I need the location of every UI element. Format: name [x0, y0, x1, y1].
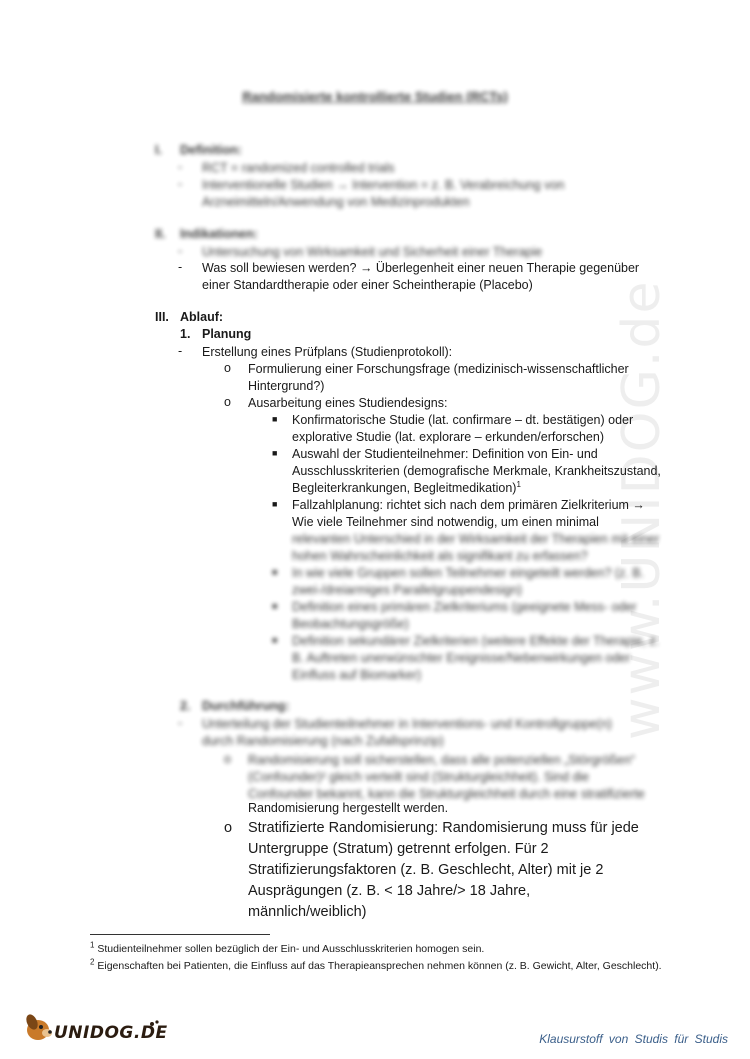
square-bullet: ■ — [272, 635, 278, 645]
section-numeral: III. — [155, 310, 169, 324]
footnote-marker: 1 — [90, 940, 95, 950]
footnote-divider — [90, 934, 270, 935]
list-item: Definition sekundärer Zielkriterien (weitere Effekte der Therapie, z. B. Auftreten unerwünschter Ereignisse/Nebenwirkungen oder Einfluss auf Biomarker) — [292, 634, 660, 682]
list-item-text: Auswahl der Studienteilnehmer: Definition von Ein- und Ausschlusskriterien (demografische Merkmale, Krankheitszustand, Begleiterkrankungen, Begleitmedikation) — [292, 447, 661, 495]
circle-bullet: o — [224, 820, 233, 836]
subsection-heading: Planung — [202, 327, 252, 341]
list-item: Unterteilung der Studienteilnehmer in Interventions- und Kontrollgruppe(n) durch Randomisierung (nach Zufallsprinzip) — [202, 717, 612, 748]
footnote-text: Eigenschaften bei Patienten, die Einfluss auf das Therapieansprechen nehmen können (z. B. Gewicht, Alter, Geschlecht). — [97, 960, 662, 972]
logo-wordmark: UNIDOG.DE — [54, 1023, 168, 1043]
dash-bullet: - — [178, 244, 183, 258]
list-item: Fallzahlplanung: richtet sich nach dem primären Zielkriterium → Wie viele Teilnehmer sind notwendig, um einen minimal — [292, 498, 645, 529]
list-item: Stratifizierte Randomisierung: Randomisierung muss für jede Untergruppe (Stratum) getrennt erfolgen. Für 2 Stratifizierungsfaktoren (z. B. Geschlecht, Alter) mit je 2 Ausprägungen (z. B. < 18 Jahre/> 18 Jahre, männlich/weiblich) — [248, 820, 639, 920]
dash-bullet: - — [178, 260, 183, 274]
list-item — [292, 446, 662, 497]
circle-bullet: o — [224, 395, 231, 409]
dash-bullet: - — [178, 344, 183, 358]
square-bullet: ■ — [272, 601, 278, 611]
square-bullet: ■ — [272, 499, 278, 509]
list-item: Ausarbeitung eines Studiendesigns: — [248, 396, 448, 410]
section-numeral: I. — [155, 143, 162, 157]
footnote-text: Studienteilnehmer sollen bezüglich der Ein- und Ausschlusskriterien homogen sein. — [97, 943, 485, 955]
square-bullet: ■ — [272, 414, 278, 424]
dash-bullet: - — [178, 160, 183, 174]
section-heading: Indikationen: — [180, 227, 258, 241]
list-item: RCT = randomized controlled trials — [202, 161, 395, 175]
dash-bullet: - — [178, 716, 183, 730]
list-item: Konfirmatorische Studie (lat. confirmare – dt. bestätigen) oder explorative Studie (lat. explorare – erkunden/erforschen) — [292, 413, 634, 444]
list-item: Definition eines primären Zielkriteriums (geeignete Mess- oder Beobachtungsgröße) — [292, 600, 637, 631]
section-heading: Definition: — [180, 143, 242, 157]
footnote — [90, 941, 690, 957]
list-item-continued: Randomisierung hergestellt werden. — [248, 801, 449, 815]
list-item: Untersuchung von Wirksamkeit und Sicherheit einer Therapie — [202, 245, 543, 259]
list-item: Formulierung einer Forschungsfrage (medizinisch-wissenschaftlicher Hintergrund?) — [248, 362, 629, 393]
dash-bullet: - — [178, 177, 183, 191]
circle-bullet: o — [224, 361, 231, 375]
list-item: Interventionelle Studien → Intervention = z. B. Verabreichung von Arzneimitteln/Anwendung von Medizinprodukten — [202, 178, 565, 209]
list-item: Erstellung eines Prüfplans (Studienprotokoll): — [202, 345, 453, 359]
square-bullet: ■ — [272, 448, 278, 458]
watermark: www.UNIDOG.de — [612, 279, 672, 740]
subsection-number: 2. — [180, 699, 191, 713]
list-item: Was soll bewiesen werden? → Überlegenheit einer neuen Therapie gegenüber einer Standardtherapie oder einer Scheintherapie (Placebo) — [202, 261, 640, 292]
list-item: In wie viele Gruppen sollen Teilnehmer eingeteilt werden? (z. B. zwei-/dreiarmiges Parallelgruppendesign) — [292, 566, 645, 597]
list-item: Randomisierung soll sicherstellen, dass alle potenziellen „Störgrößen“ (Confounder)² gleich verteilt sind (Strukturgleichheit). Sind die Confounder bekannt, kann die Strukturgleichheit durch eine stratifizierte — [248, 753, 645, 801]
subsection-heading: Durchführung: — [202, 699, 290, 713]
subsection-number: 1. — [180, 327, 191, 341]
footnote-ref: 1 — [516, 479, 521, 489]
square-bullet: ■ — [272, 567, 278, 577]
section-heading: Ablauf: — [180, 310, 224, 324]
footer-slogan: Klausurstoff von Studis für Studis — [539, 1032, 728, 1046]
footnote — [90, 958, 690, 974]
section-numeral: II. — [155, 227, 166, 241]
circle-bullet: o — [224, 752, 231, 766]
list-item-continued: relevanten Unterschied in der Wirksamkeit der Therapien mit einer hohen Wahrscheinlichkeit als signifikant zu erfassen? — [292, 532, 660, 563]
footnote-marker: 2 — [90, 957, 95, 967]
document-title: Randomisierte kontrollierte Studien (RCTs) — [242, 89, 508, 104]
